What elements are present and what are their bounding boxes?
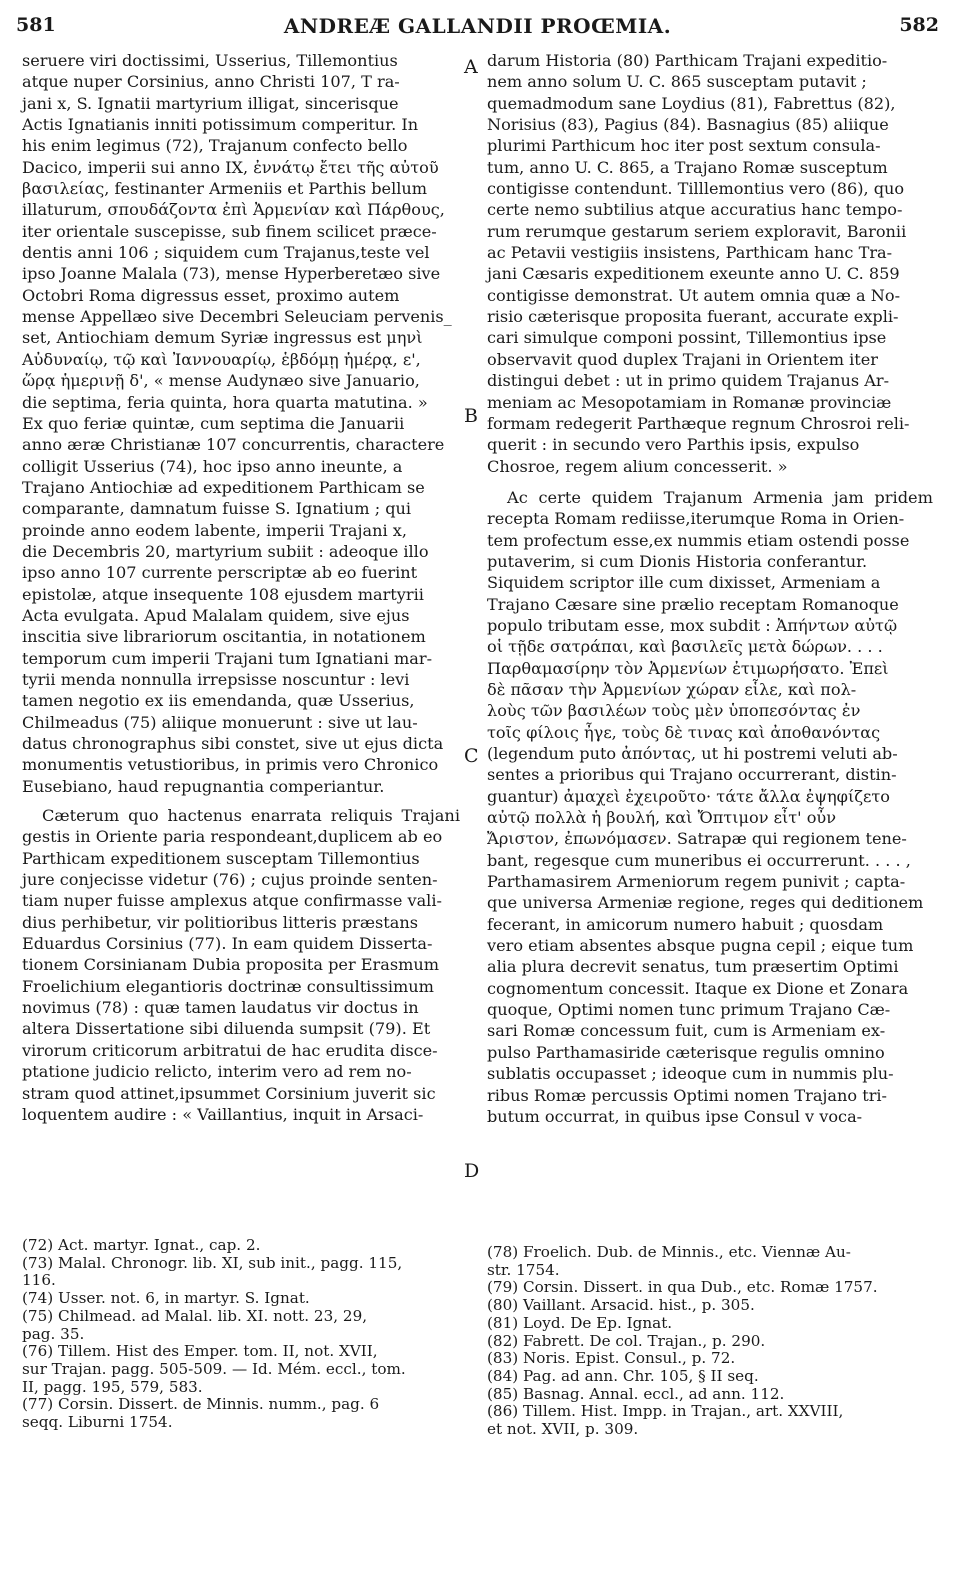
text-line: sentes a prioribus qui Trajano occurrerant, distin- <box>487 765 897 785</box>
text-line: formam redegerit Parthæque regnum Chrosroi reli- <box>487 413 910 433</box>
text-line: die septima, feria quinta, hora quarta matutina. » <box>22 392 428 412</box>
text-line: iter orientale suscepisse, sub finem scilicet præce- <box>22 221 437 241</box>
text-line: die Decembris 20, martyrium subiit : adeoque illo <box>22 541 429 561</box>
text-line: novimus (78) : quæ tamen laudatus vir doctus in <box>22 998 419 1018</box>
footnote-line: (85) Basnag. Annal. eccl., ad ann. 112. <box>487 1384 785 1403</box>
text-line: monumentis vetustioribus, in primis vero Chronico <box>22 755 439 775</box>
footnote-line: seqq. Liburni 1754. <box>22 1413 173 1432</box>
text-line: guantur) ἀμαχεὶ ἐχειροῦτο· τάτε ἄλλα ἐψηφίζετο <box>487 786 890 806</box>
text-line: altera Dissertatione sibi diluenda sumpsit (79). Et <box>22 1019 431 1039</box>
footnote-line: II, pagg. 195, 579, 583. <box>22 1377 203 1396</box>
text-line: pulso Parthamasiride cæterisque regulis omnino <box>487 1042 885 1062</box>
text-line: Ἄριστον, ἐπωνόμασεν. Satrapæ qui regionem tene- <box>487 829 907 849</box>
text-line: λοὺς τῶν βασιλέων τοὺς μὲν ὑποπεσόντας ἐν <box>487 701 861 721</box>
text-line: risio cæterisque proposita fuerant, accurate expli- <box>487 307 899 327</box>
text-line: temporum cum imperii Trajani tum Ignatiani mar- <box>22 648 433 668</box>
text-line: certe nemo subtilius atque accuratius hanc tempo- <box>487 200 903 220</box>
text-line: vero etiam absentes absque pugna cepil ; eique tum <box>487 936 914 956</box>
footnote-line: (78) Froelich. Dub. de Minnis., etc. Viennæ Au- <box>487 1243 851 1261</box>
text-line: datus chronographus sibi constet, sive ut ejus dicta <box>22 734 444 753</box>
text-line: τοῖς φίλοις ἦγε, τοὺς δὲ τινας καὶ ἀποθανόντας <box>487 722 881 742</box>
text-line: ὥρᾳ ἡμερινῇ δ', « mense Audynæo sive Januario, <box>22 371 420 391</box>
text-line: set, Antiochiam demum Syriæ ingressus est μηνὶ <box>22 328 423 348</box>
text-line: proinde anno eodem labente, imperii Trajani x, <box>22 520 407 540</box>
text-line: quemadmodum sane Loydius (81), Fabrettus (82), <box>487 93 896 113</box>
text-line: βασιλείας, festinanter Armeniis et Parthis bellum <box>22 179 428 199</box>
footnote-line: (83) Noris. Epist. Consul., p. 72. <box>487 1349 736 1368</box>
text-line: dentis anni 106 ; siquidem cum Trajanus,teste vel <box>22 243 430 263</box>
text-line: Παρθαμασίρην τὸν Ἀρμενίων ἐτιμωρήσατο. Ἐπεὶ <box>487 658 889 678</box>
text-line: Chilmeadus (75) aliique monuerunt : sive ut lau- <box>22 712 418 732</box>
text-line: dius perhibetur, vir politioribus litteris præstans <box>22 912 418 932</box>
text-line: Parthicam expeditionem susceptam Tillemontius <box>22 848 420 868</box>
text-line: contigisse contendunt. Tilllemontius vero (86), quo <box>487 179 905 199</box>
text-line: Cæterum quo hactenus enarrata reliquis Trajani <box>42 806 460 826</box>
text-line: Αὐδυναίῳ, τῷ καὶ Ἰαννουαρίῳ, ἑβδόμῃ ἡμέρᾳ, ε', <box>22 349 421 369</box>
text-line: jani x, S. Ignatii martyrium illigat, sincerisque <box>22 93 399 113</box>
footnote-line: (72) Act. martyr. Ignat., cap. 2. <box>22 1236 261 1254</box>
text-line: virorum criticorum arbitratui de hac eruditа disce- <box>22 1040 438 1060</box>
text-line: contigisse demonstrat. Ut autem omnia quæ a No- <box>487 285 901 305</box>
text-line: Norisius (83), Pagius (84). Basnagius (85) aliique <box>487 115 889 135</box>
text-line: darum Historia (80) Parthicam Trajani expeditio- <box>487 51 888 70</box>
text-line: tionem Corsinianam Dubia proposita per Erasmum <box>22 955 440 975</box>
page-number-right: 582 <box>899 14 939 36</box>
text-line: Siquidem scriptor ille cum dixisset, Armeniam a <box>487 573 881 593</box>
text-line: tum, anno U. C. 865, a Trajano Romæ susceptum <box>487 157 888 177</box>
text-line: tyrii menda nonnulla irrepsisse noscuntur : levi <box>22 669 410 689</box>
text-line: jani Cæsaris expeditionem exeunte anno U. C. 859 <box>487 264 900 284</box>
text-line: recepta Romam rediisse,iterumque Roma in Orien- <box>487 509 905 529</box>
text-line: οἱ τῇδε σατράπαι, καὶ βασιλεῖς μετὰ δώρων. . . . <box>487 637 883 657</box>
text-line: Froelichium elegantioris doctrinæ consultissimum <box>22 976 434 996</box>
footnote-line: sur Trajan. pagg. 505-509. — Id. Mém. eccl., tom. <box>22 1359 406 1378</box>
text-line: (legendum puto ἀπόντας, ut hi postremi veluti ab- <box>487 744 898 763</box>
text-line: ipso anno 107 currente perscriptæ ab eo fuerint <box>22 563 418 583</box>
text-line: Ac certe quidem Trajanum Armenia jam pridem <box>507 487 933 507</box>
text-line: Trajano Antiochiæ ad expeditionem Parthicam se <box>22 477 425 497</box>
right-footnotes <box>487 1244 933 1439</box>
text-line: sari Romæ concessum fuit, cum is Armeniam ex- <box>487 1021 886 1041</box>
text-line: rum rerumque gestarum seriem exploravit, Baronii <box>487 221 907 241</box>
running-header <box>16 14 939 42</box>
text-line: ac Petavii vestigiis insistens, Parthicam hanc Tra- <box>487 243 893 263</box>
text-line: gestis in Oriente paria respondeant,duplicem ab eo <box>22 827 443 847</box>
text-line: cognomentum concessit. Itaque ex Dione et Zonara <box>487 978 909 998</box>
footnote-line: pag. 35. <box>22 1324 85 1343</box>
text-line: Trajano Cæsare sine prælio receptam Romanoque <box>487 594 899 614</box>
footnote-line: (80) Vaillant. Arsacid. hist., p. 305. <box>487 1296 755 1315</box>
text-line: quoque, Optimi nomen tunc primum Trajano Cæ- <box>487 1000 891 1020</box>
text-line: Eduardus Corsinius (77). In eam quidem Disserta- <box>22 934 433 954</box>
text-line: ipso Joanne Malala (73), mense Hyperberetæo sive <box>22 264 441 284</box>
text-line: Ex quo feriæ quintæ, cum septima die Januarii <box>22 413 405 433</box>
margin-letter-a: A <box>464 56 478 78</box>
text-line: sublatis occupasset ; ideoque cum in nummis plu- <box>487 1064 894 1084</box>
margin-letter-b: B <box>464 405 478 427</box>
text-line: seruere viri doctissimi, Usserius, Tillemontius <box>22 51 398 70</box>
text-line: αὐτῷ πολλὰ ἡ βουλή, καὶ Ὄπτιμον εἶτ' οὖν <box>487 808 837 828</box>
footnote-line: (76) Tillem. Hist des Emper. tom. II, not. XVII, <box>22 1342 378 1361</box>
footnote-line: (75) Chilmead. ad Malal. lib. XI. nott. 23, 29, <box>22 1306 368 1325</box>
text-line: anno æræ Christianæ 107 concurrentis, charactere <box>22 435 445 455</box>
footnote-line: 116. <box>22 1271 56 1290</box>
footnote-line: et not. XVII, p. 309. <box>487 1420 639 1439</box>
text-line: Chosroe, regem alium concesserit. » <box>487 456 788 476</box>
text-line: colligit Usserius (74), hoc ipso anno ineunte, a <box>22 456 403 476</box>
text-line: comparante, damnatum fuisse S. Ignatium ; qui <box>22 499 412 519</box>
text-line: atque nuper Corsinius, anno Christi 107, T ra- <box>22 72 400 92</box>
text-line: que universa Armeniæ regione, reges qui deditionem <box>487 893 924 913</box>
text-line: jure conjecisse videtur (76) ; cujus proinde senten- <box>22 870 438 890</box>
text-line: Octobri Roma digressus esset, proximo autem <box>22 285 400 305</box>
text-line: fecerant, in amicorum numero habuit ; quosdam <box>487 914 884 934</box>
footnote-line: (82) Fabrett. De col. Trajan., p. 290. <box>487 1331 766 1350</box>
footnote-line: (81) Loyd. De Ep. Ignat. <box>487 1313 673 1332</box>
text-line: querit : in secundo vero Parthis ipsis, expulso <box>487 435 860 455</box>
text-line: meniam ac Mesopotamiam in Romanæ provinciæ <box>487 392 892 412</box>
footnote-line: (84) Pag. ad ann. Chr. 105, § II seq. <box>487 1366 759 1385</box>
text-line: tamen negotio ex iis emendanda, quæ Usserius, <box>22 691 415 711</box>
text-line: plurimi Parthicum hoc iter post sextum consula- <box>487 136 881 156</box>
text-line: populo tributam esse, mox subdit : Ἀπήντων αὐτῷ <box>487 615 898 635</box>
text-line: tem profectum esse,ex nummis etiam ostendi posse <box>487 530 910 550</box>
text-line: Dacico, imperii sui anno IX, ἐννάτῳ ἔτει τῆς αὐτοῦ <box>22 157 439 177</box>
text-line: illaturum, σπουδάζοντα ἐπὶ Ἀρμενίαν καὶ Πάρθους, <box>22 200 445 220</box>
footnote-line: (86) Tillem. Hist. Impp. in Trajan., art. XXVIII, <box>487 1402 844 1421</box>
text-line: loquentem audire : « Vaillantius, inquit in Arsaci- <box>22 1104 424 1124</box>
text-line: ribus Romæ percussis Optimi nomen Trajano tri- <box>487 1085 887 1105</box>
text-line: his enim legimus (72), Trajanum confecto bello <box>22 136 408 156</box>
footnote-line: (74) Usser. not. 6, in martyr. S. Ignat. <box>22 1289 310 1308</box>
footnote-line: str. 1754. <box>487 1260 560 1279</box>
text-line: tiam nuper fuisse amplexus atque confirmasse vali- <box>22 891 442 911</box>
left-footnotes <box>22 1237 460 1432</box>
page-number-left: 581 <box>16 14 56 36</box>
right-text-column <box>487 50 933 1127</box>
running-title: ANDREÆ GALLANDII PROŒMIA. <box>283 14 672 38</box>
text-line: Eusebiano, haud repugnantia comperiantur. <box>22 776 385 796</box>
text-line: butum occurrat, in quibus ipse Consul v voca- <box>487 1106 863 1126</box>
text-line: Parthamasirem Armeniorum regem punivit ; capta- <box>487 872 906 892</box>
margin-letter-d: D <box>464 1160 480 1182</box>
text-line: putaverim, si cum Dionis Historia conferantur. <box>487 551 868 571</box>
footnote-line: (73) Malal. Chronogr. lib. XI, sub init., pagg. 115, <box>22 1253 403 1272</box>
text-line: cari simulque componi possint, Tillemontius ipse <box>487 328 887 348</box>
text-line: δὲ πᾶσαν τὴν Ἀρμενίων χώραν εἷλε, καὶ πολ- <box>487 679 857 699</box>
text-line: epistolæ, atque insequente 108 ejusdem martyrii <box>22 584 424 604</box>
text-line: alia plura decrevit senatus, tum præsertim Optimi <box>487 957 899 977</box>
margin-letter-c: C <box>464 745 479 767</box>
text-line: distingui debet : ut in primo quidem Trajanus Ar- <box>487 371 890 391</box>
text-line: bant, regesque cum muneribus ei occurrerunt. . . . , <box>487 850 911 870</box>
footnote-line: (79) Corsin. Dissert. in qua Dub., etc. Romæ 1757. <box>487 1278 878 1297</box>
text-line: mense Appellæo sive Decembri Seleuciam pervenis_ <box>22 307 452 327</box>
text-line: nem anno solum U. C. 865 susceptam putavit ; <box>487 72 867 92</box>
text-line: stram quod attinet,ipsummet Corsinium juverit sic <box>22 1083 436 1103</box>
left-text-column <box>22 50 460 1125</box>
text-line: inscitia sive librariorum oscitantia, in notationem <box>22 627 426 647</box>
text-line: Acta evulgata. Apud Malalam quidem, sive ejus <box>22 605 410 625</box>
text-line: ptatione judicio relicto, interim vero ad rem no- <box>22 1062 412 1082</box>
text-line: Actis Ignatianis inniti potissimum comperitur. In <box>22 115 419 135</box>
footnote-line: (77) Corsin. Dissert. de Minnis. numm., pag. 6 <box>22 1395 380 1414</box>
text-line: observavit quod duplex Trajani in Orientem iter <box>487 349 878 369</box>
